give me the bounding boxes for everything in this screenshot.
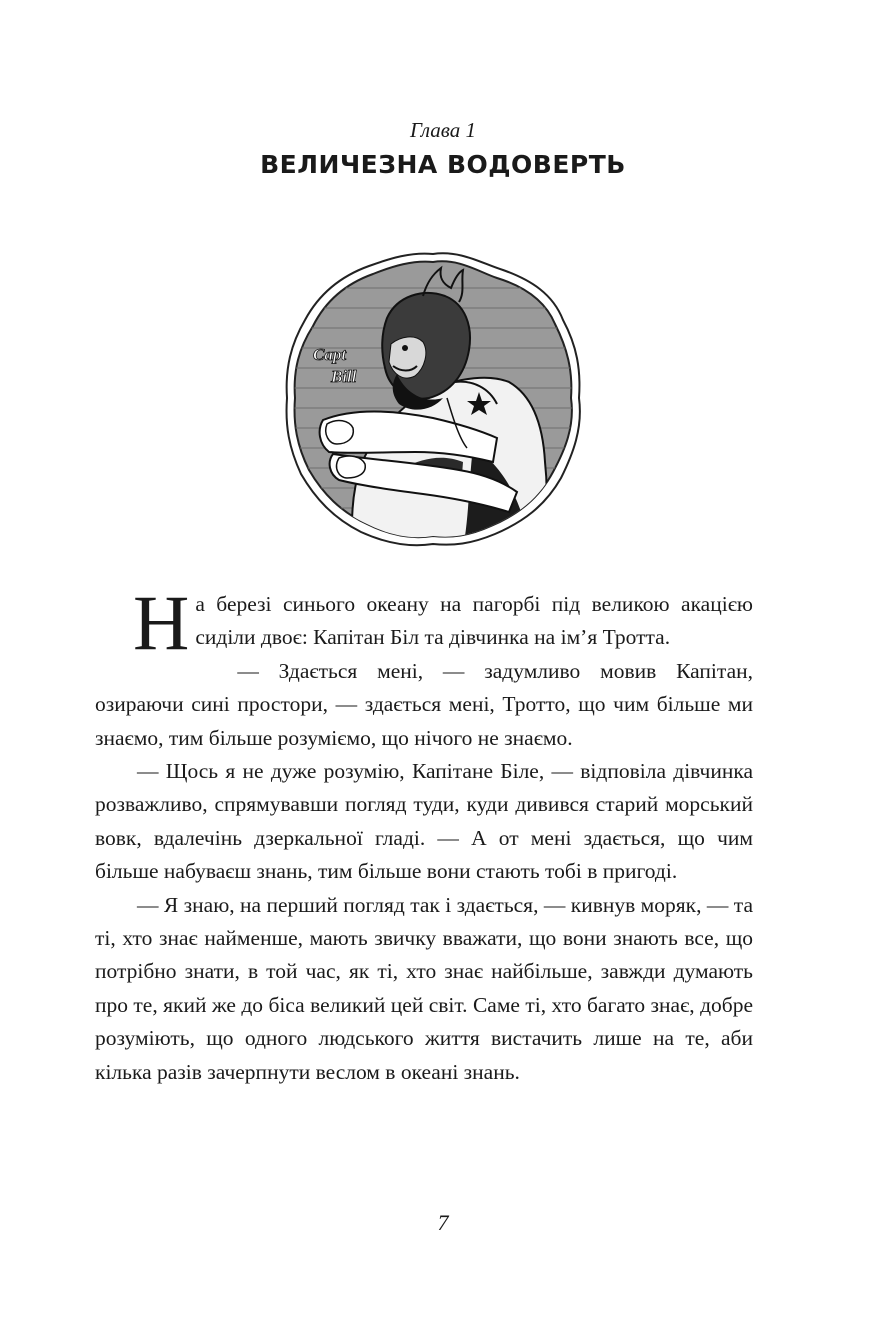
chapter-label: Глава 1 xyxy=(410,118,476,142)
paragraph-3: — Щось я не дуже розумію, Капітане Біле, — відповіла дівчинка розважливо, спрямувавши погляд туди, куди дивився старий морський вовк, вдалечінь дзеркальної гладі. — А от мені здається, що чим більше набуваєш знань, тим більше вони стають тобі в пригоді. xyxy=(95,759,753,884)
chapter-text xyxy=(95,579,753,1089)
chapter-title: ВЕЛИЧЕЗНА ВОДОВЕРТЬ xyxy=(260,150,626,179)
paragraph-1 xyxy=(95,579,753,666)
drop-cap: Н xyxy=(133,579,190,666)
captain-bill-illustration xyxy=(283,248,583,548)
paragraph-1-text: а березі синього океану на пагорбі під великою акацією сиділи двоє: Капітан Біл та дівчинка на ім’я Тротта. xyxy=(195,592,753,650)
illustration-caption-line1: Capt xyxy=(313,345,347,364)
paragraph-4: — Я знаю, на перший погляд так і здається, — кивнув моряк, — та ті, хто знає найменше, мають звичку вважати, що вони знають все, що потрібно знати, в той час, як ті, хто знає найбільше, завжди думають про те, який же до біса великий цей світ. Саме ті, хто багато знає, добре розуміють, що одного людського життя вистачить лише на те, аби кілька разів зачерпнути веслом в океані знань. xyxy=(95,892,753,1084)
paragraph-2: — Здається мені, — задумливо мовив Капітан, озираючи сині простори, — здається мені, Тротто, що чим більше ми знаємо, тим більше розуміємо, що нічого не знаємо. xyxy=(95,658,753,750)
page-number: 7 xyxy=(437,1210,449,1235)
illustration-caption-line2: Bill xyxy=(331,367,357,386)
